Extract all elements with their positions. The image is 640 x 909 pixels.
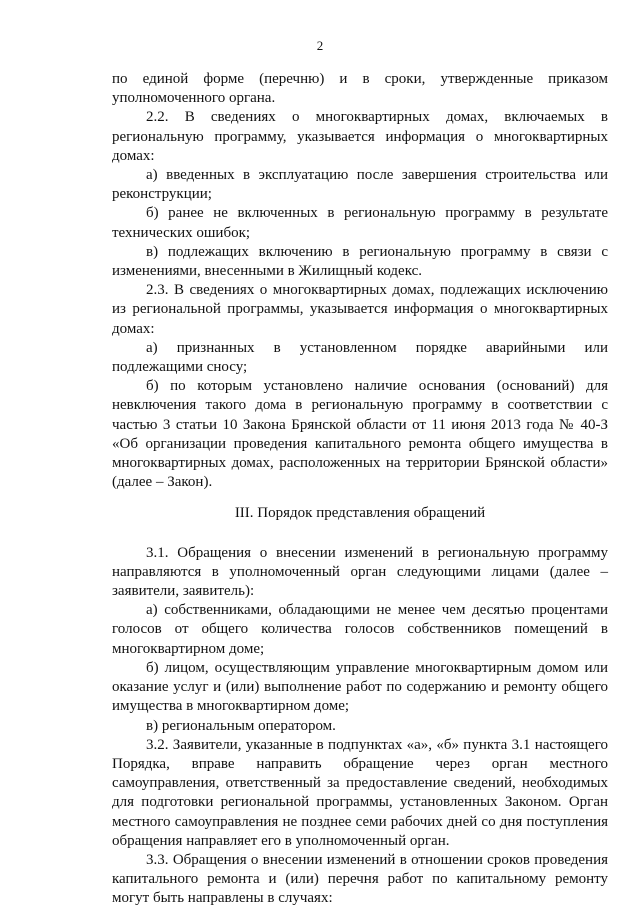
- document-body: [112, 70, 608, 909]
- paragraph-continuation: по единой форме (перечню) и в сроки, утвержденные приказом уполномоченного органа.: [112, 71, 608, 107]
- paragraph-2-2-a: а) введенных в эксплуатацию после завершения строительства или реконструкции;: [112, 167, 608, 203]
- paragraph-2-2-b: б) ранее не включенных в региональную программу в результате технических ошибок;: [112, 205, 608, 241]
- paragraph-2-2-v: в) подлежащих включению в региональную программу в связи с изменениями, внесенными в Жилищный кодекс.: [112, 243, 608, 280]
- page-number: 2: [316, 38, 324, 53]
- paragraph-2-3-a: а) признанных в установленном порядке аварийными или подлежащими сносу;: [112, 339, 608, 376]
- paragraph-2-2: 2.2. В сведениях о многоквартирных домах, включаемых в региональную программу, указывается информация о многоквартирных домах:: [112, 109, 608, 164]
- paragraph-3-1: 3.1. Обращения о внесении изменений в региональную программу направляются в уполномоченный орган следующими лицами (далее – заявители, заявитель):: [112, 544, 608, 600]
- paragraph-3-2: 3.2. Заявители, указанные в подпунктах «а», «б» пункта 3.1 настоящего Порядка, вправе направить обращение через орган местного самоуправления, ответственный за предоставление сведений, необходимых для подготовки региональной программы, установленных Законом. Орган местного самоуправления не позднее семи рабочих дней со дня поступления обращения направляет его в уполномоченный орган.: [112, 736, 608, 849]
- paragraph-3-1-a: а) собственниками, обладающими не менее чем десятью процентами голосов от общего количества голосов собственников помещений в многоквартирном доме;: [112, 602, 608, 657]
- section-heading: III. Порядок представления обращений: [234, 505, 486, 522]
- paragraph-2-3-b: б) по которым установлено наличие основания (оснований) для невключения такого дома в региональную программу в соответствии с частью 3 статьи 10 Закона Брянской области от 11 июня 2013 года № 40-З «Об организации проведения капитального ремонта общего имущества в многоквартирных домах, расположенных на территории Брянской области» (далее – Закон).: [112, 378, 608, 491]
- paragraph-3-3: 3.3. Обращения о внесении изменений в отношении сроков проведения капитального ремонта и (или) перечня работ по капитальному ремонту могут быть направлены в случаях:: [112, 851, 608, 907]
- paragraph-3-1-b: б) лицом, осуществляющим управление многоквартирным домом или оказание услуг и (или) выполнение работ по содержанию и ремонту общего имущества в многоквартирном доме;: [112, 659, 608, 715]
- paragraph-3-1-v: в) региональным оператором.: [146, 717, 336, 734]
- paragraph-2-3: 2.3. В сведениях о многоквартирных домах, подлежащих исключению из региональной программы, указывается информация о многоквартирных домах:: [112, 282, 608, 337]
